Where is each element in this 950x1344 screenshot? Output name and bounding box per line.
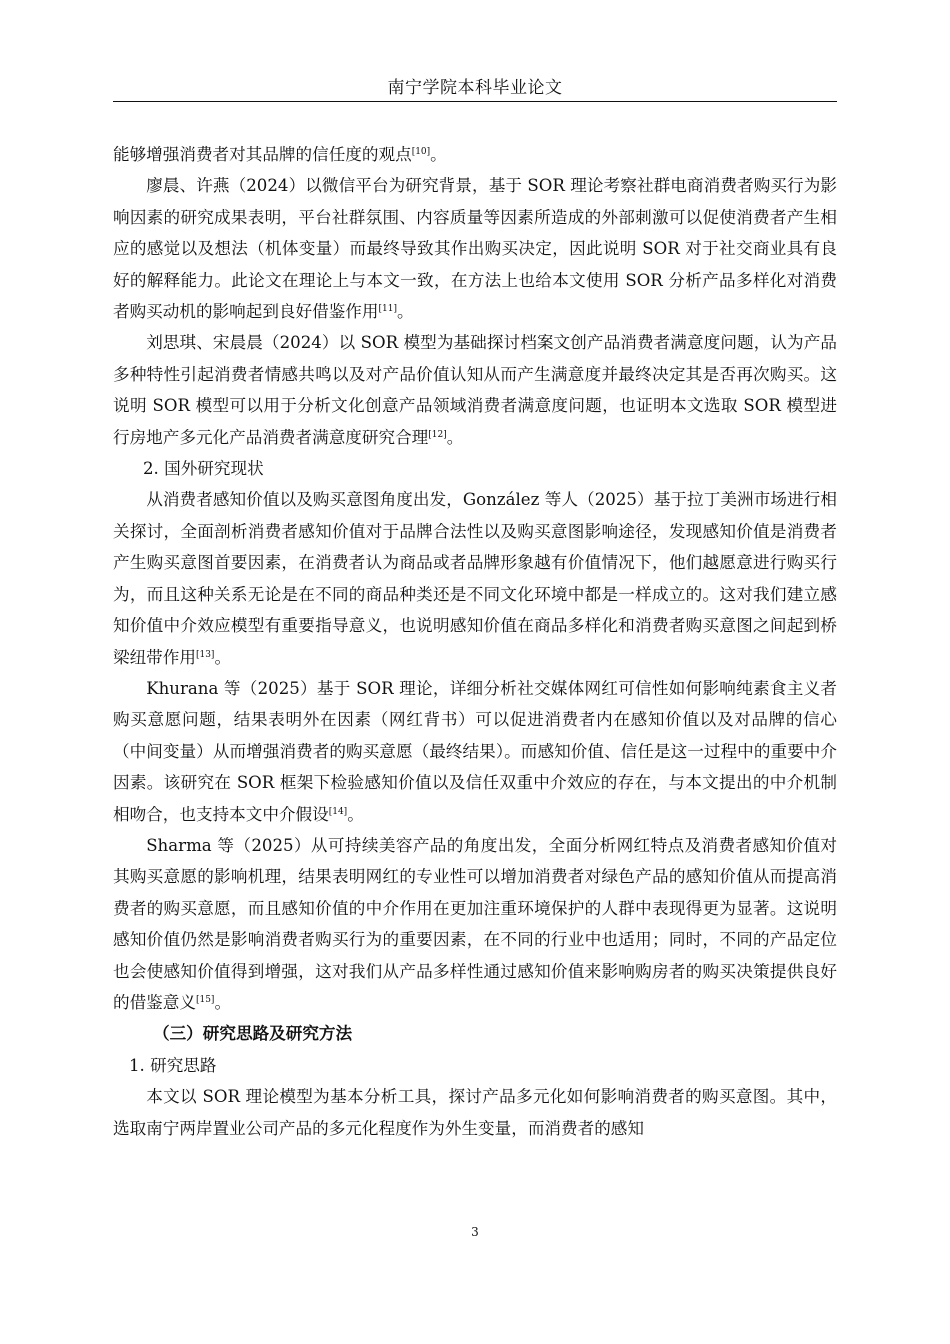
paragraph: Sharma 等（2025）从可持续美容产品的角度出发，全面分析网红特点及消费者感知价值对其购买意愿的影响机理，结果表明网红的专业性可以增加消费者对绿色产品的感知价值从而提高消费者的购买意愿，而且感知价值的中介作用在更加注重环境保护的人群中表现得更为显著。这说明感知价值仍然是影响消费者购买行为的重要因素，在不同的行业中也适用；同时，不同的产品定位也会使感知价值得到增强，这对我们从产品多样性通过感知价值来影响购房者的购买决策提供良好的借鉴意义[15]。 [113,835,837,1012]
paragraph: 能够增强消费者对其品牌的信任度的观点[10]。 [113,145,447,164]
subsection-heading: 1. 研究思路 [129,1055,217,1075]
citation: [10] [411,147,431,157]
section-heading: （三）研究思路及研究方法 [153,1023,353,1044]
citation: [13] [195,649,215,660]
citation: [14] [328,806,348,817]
page-number: 3 [471,1225,479,1239]
paragraph: Khurana 等（2025）基于 SOR 理论，详细分析社交媒体网红可信性如何影响纯素食主义者购买意愿问题，结果表明外在因素（网红背书）可以促进消费者内在感知价值以及对品牌的信心（中间变量）从而增强消费者的购买意愿（最终结果）。而感知价值、信任是这一过程中的重要中介因素。该研究在 SOR 框架下检验感知价值以及信任双重中介效应的存在，与本文提出的中介机制相吻合，也支持本文中介假设[14]。 [113,678,837,824]
running-header: 南宁学院本科毕业论文 [387,78,563,98]
paragraph: 本文以 SOR 理论模型为基本分析工具，探讨产品多元化如何影响消费者的购买意图。其中，选取南宁两岸置业公司产品的多元化程度作为外生变量，而消费者的感知 [113,1087,837,1138]
paragraph: 从消费者感知价值以及购买意图角度出发，González 等人（2025）基于拉丁美洲市场进行相关探讨，全面剖析消费者感知价值对于品牌合法性以及购买意图影响途径，发现感知价值是消费者产生购买意图首要因素，在消费者认为商品或者品牌形象越有价值情况下，他们越愿意进行购买行为，而且这种关系无论是在不同的商品种类还是不同文化环境中都是一样成立的。这对我们建立感知价值中介效应模型有重要指导意义，也说明感知价值在商品多样化和消费者购买意图之间起到桥梁纽带作用[13]。 [113,490,837,667]
header-rule [113,101,837,102]
body-text [113,139,837,1144]
citation: [11] [378,304,397,315]
subsection-heading: 2. 国外研究现状 [143,459,264,479]
paragraph: 刘思琪、宋晨晨（2024）以 SOR 模型为基础探讨档案文创产品消费者满意度问题，认为产品多种特性引起消费者情感共鸣以及对产品价值认知从而产生满意度并最终决定其是否再次购买。这说明 SOR 模型可以用于分析文化创意产品领域消费者满意度问题，也证明本文选取 SOR 模型进行房地产多元化产品消费者满意度研究合理[12]。 [113,333,837,447]
citation: [12] [428,429,447,440]
paragraph: 廖晨、许燕（2024）以微信平台为研究背景，基于 SOR 理论考察社群电商消费者购买行为影响因素的研究成果表明，平台社群氛围、内容质量等因素所造成的外部刺激可以促使消费者产生相应的感觉以及想法（机体变量）而最终导致其作出购买决定，因此说明 SOR 对于社交商业具有良好的解释能力。此论文在理论上与本文一致，在方法上也给本文使用 SOR 分析产品多样化对消费者购买动机的影响起到良好借鉴作用[11]。 [113,176,837,322]
citation: [15] [195,994,215,1005]
